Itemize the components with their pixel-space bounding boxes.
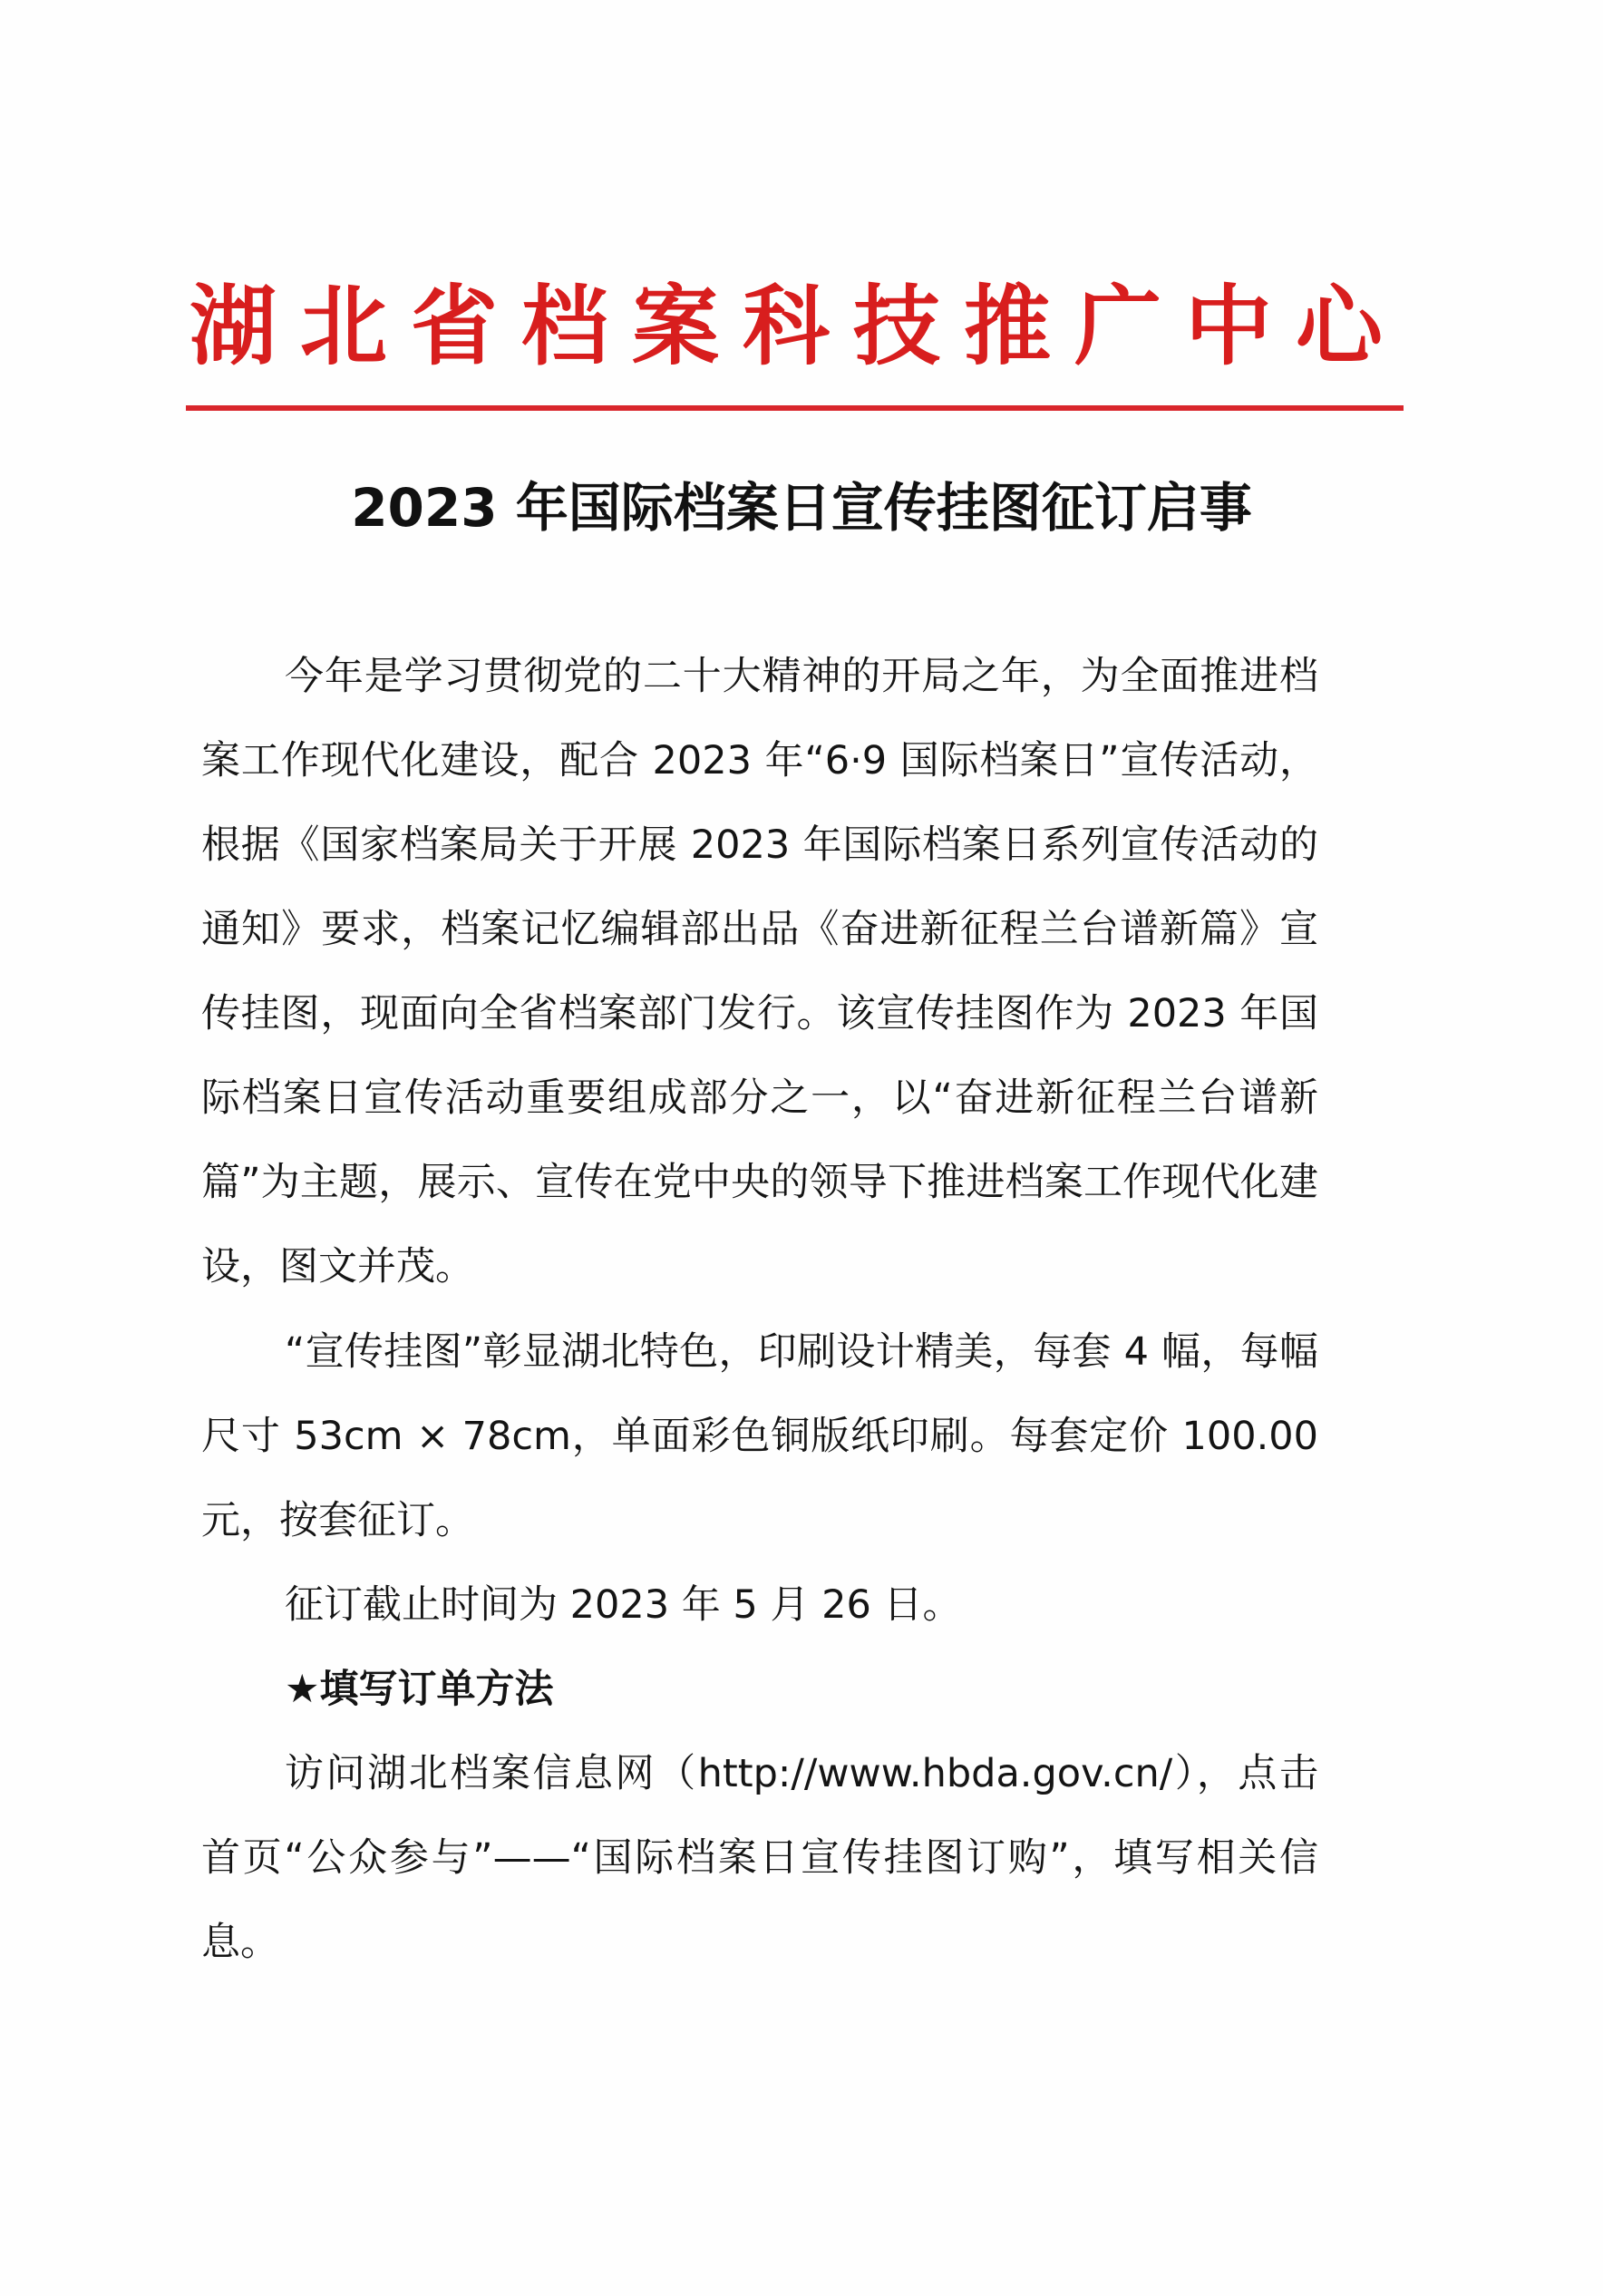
paragraph-order-instructions: 访问湖北档案信息网（http://www.hbda.gov.cn/），点击首页“公众参与”——“国际档案日宣传挂图订购”，填写相关信息。 xyxy=(201,1751,1318,1965)
letterhead-org-name: 湖北省档案科技推广中心 xyxy=(189,275,1406,377)
paragraph-deadline: 征订截止时间为 2023 年 5 月 26 日。 xyxy=(285,1582,962,1628)
paragraph-specs-price: “宣传挂图”彰显湖北特色，印刷设计精美，每套 4 幅，每幅尺寸 53cm × 78cm，单面彩色铜版纸印刷。每套定价 100.00 元，按套征订。 xyxy=(201,1329,1318,1543)
letterhead-red-rule xyxy=(186,405,1404,411)
notice-title: 2023 年国际档案日宣传挂图征订启事 xyxy=(351,477,1252,539)
order-method-heading: ★填写订单方法 xyxy=(285,1667,554,1712)
paragraph-intro: 今年是学习贯彻党的二十大精神的开局之年，为全面推进档案工作现代化建设，配合 2023 年“6·9 国际档案日”宣传活动，根据《国家档案局关于开展 2023 年国际档案日系列宣传活动的通知》要求，档案记忆编辑部出品《奋进新征程兰台谱新篇》宣传挂图，现面向全省档案部门发行。该宣传挂图作为 2023 年国际档案日宣传活动重要组成部分之一，以“奋进新征程兰台谱新篇”为主题，展示、宣传在党中央的领导下推进档案工作现代化建设，图文并茂。 xyxy=(201,654,1318,1289)
